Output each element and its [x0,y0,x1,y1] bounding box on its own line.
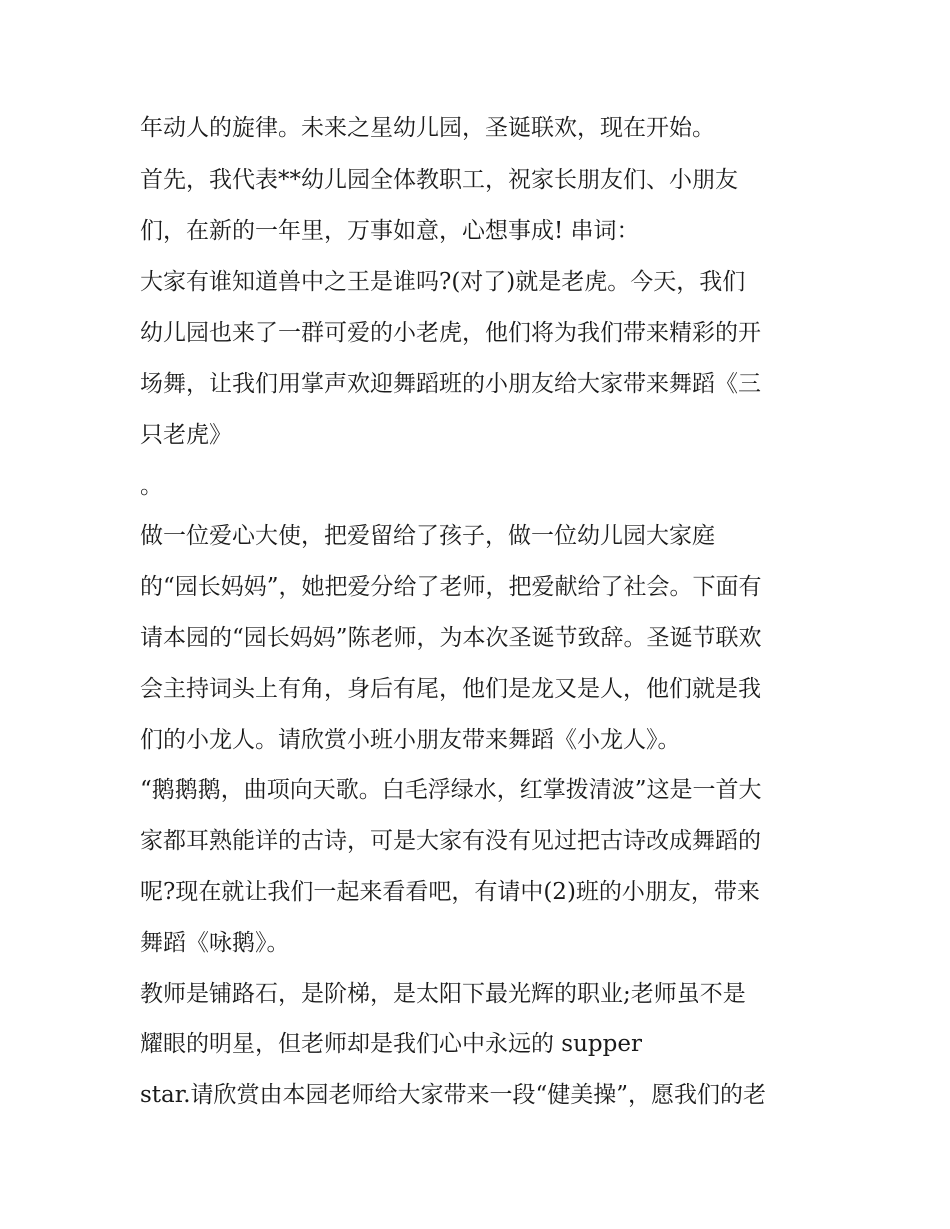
text-line: 舞蹈《咏鹅》。 [140,930,290,956]
text-line: 的“园长妈妈”，她把爱分给了老师，把爱献给了社会。下面有 [140,574,762,600]
text-line: 们，在新的一年里，万事如意，心想事成! 串词： [140,218,640,244]
text-line: 们的小龙人。请欣赏小班小朋友带来舞蹈《小龙人》。 [140,727,681,753]
text-line: 做一位爱心大使，把爱留给了孩子，做一位幼儿园大家庭 [140,523,715,549]
text-line: 首先，我代表**幼儿园全体教职工，祝家长朋友们、小朋友 [140,167,738,193]
text-line: 只老虎》 [140,422,232,448]
text-line: 教师是铺路石，是阶梯，是太阳下最光辉的职业;老师虽不是 [140,981,746,1007]
text-line: 场舞，让我们用掌声欢迎舞蹈班的小朋友给大家带来舞蹈《三 [140,371,761,397]
text-line: 耀眼的明星，但老师却是我们心中永远的 supper [140,1031,642,1057]
text-line: star.请欣赏由本园老师给大家带来一段“健美操”，愿我们的老 [140,1082,767,1108]
text-line: 年动人的旋律。未来之星幼儿园，圣诞联欢，现在开始。 [140,115,715,141]
text-line: 请本园的“园长妈妈”陈老师，为本次圣诞节致辞。圣诞节联欢 [140,625,762,651]
text-line: 幼儿园也来了一群可爱的小老虎，他们将为我们带来精彩的开 [140,320,761,346]
text-line: “鹅鹅鹅，曲项向天歌。白毛浮绿水，红掌拨清波”这是一首大 [140,777,762,803]
text-line: 会主持词头上有角，身后有尾，他们是龙又是人，他们就是我 [140,676,761,702]
text-line: 家都耳熟能详的古诗，可是大家有没有见过把古诗改成舞蹈的 [140,828,761,854]
text-line: 大家有谁知道兽中之王是谁吗?(对了)就是老虎。今天，我们 [140,269,746,295]
text-line: 呢?现在就让我们一起来看看吧，有请中(2)班的小朋友，带来 [140,879,760,905]
text-line: 。 [140,473,163,499]
